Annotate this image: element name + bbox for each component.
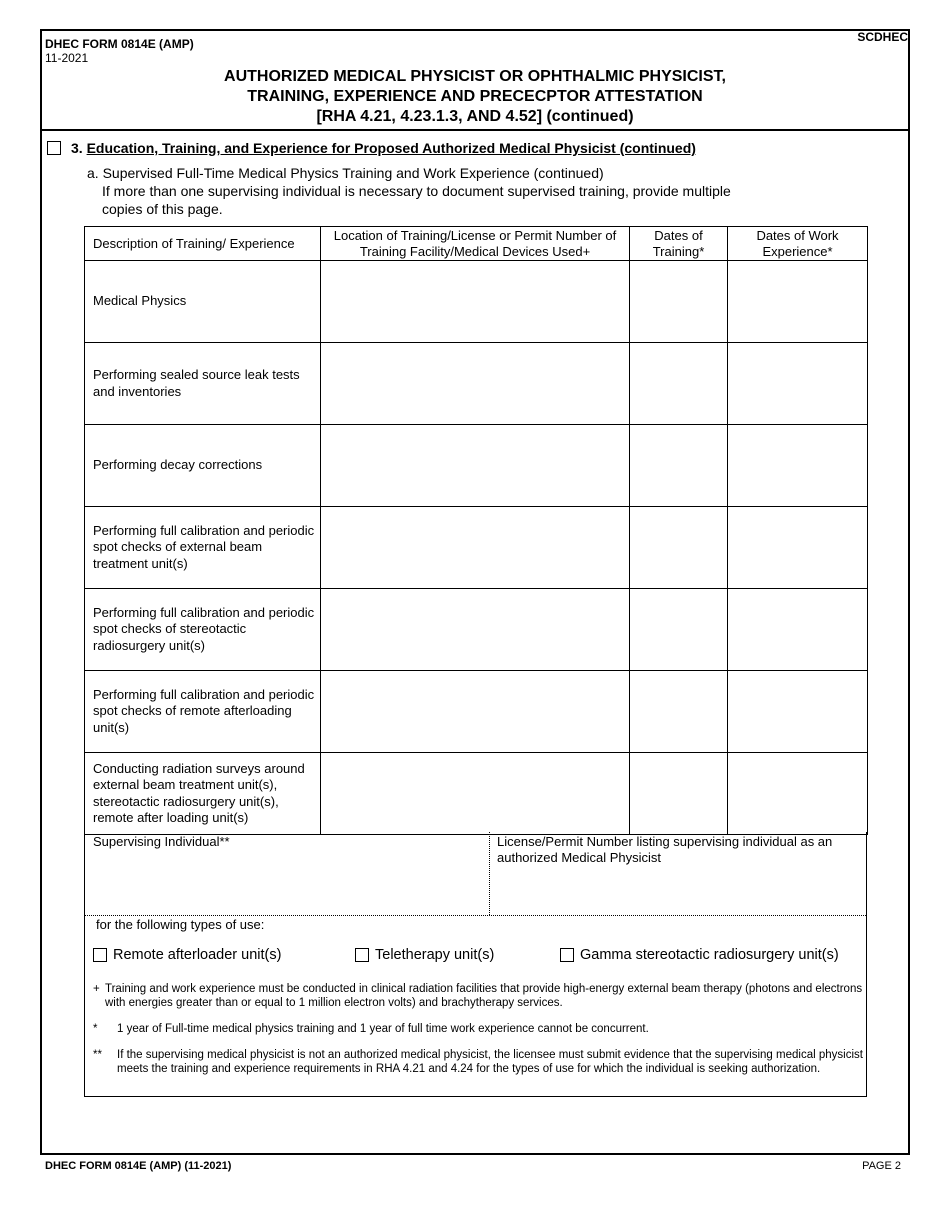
column-header-dates-training: Dates of Training*: [630, 227, 728, 261]
footnote-double-star: [93, 1048, 863, 1076]
remote-afterloader-checkbox[interactable]: [93, 948, 107, 962]
column-header-dates-work: Dates of Work Experience*: [728, 227, 868, 261]
dates-training-cell[interactable]: [630, 753, 728, 835]
form-code: DHEC FORM 0814E (AMP): [45, 37, 194, 51]
section-number: 3.: [71, 140, 83, 156]
footnote-text: 1 year of Full-time medical physics training and 1 year of full time work experience cannot be concurrent.: [117, 1023, 649, 1035]
dates-work-cell[interactable]: [728, 507, 868, 589]
form-date: 11-2021: [45, 51, 89, 65]
footnote-text: If the supervising medical physicist is not an authorized medical physicist, the licensee must submit evidence that the supervising medical physicist meets the training and experience requirements in RHA 4.21 and 4.24 for the types of use for which the individual is seeking authorization.: [117, 1049, 863, 1075]
footnote-plus: [93, 982, 863, 1010]
footnotes: [93, 982, 863, 1088]
footnote-mark: +: [93, 983, 100, 995]
section-title-text: Education, Training, and Experience for Proposed Authorized Medical Physicist (continued): [86, 140, 696, 156]
dates-work-cell[interactable]: [728, 671, 868, 753]
use-option-remote-afterloader[interactable]: [93, 947, 281, 963]
row-description: Performing full calibration and periodic spot checks of stereotactic radiosurgery unit(s): [85, 589, 321, 671]
location-cell[interactable]: [321, 589, 630, 671]
location-cell[interactable]: [321, 753, 630, 835]
use-option-label: Teletherapy unit(s): [375, 947, 495, 963]
dates-training-cell[interactable]: [630, 671, 728, 753]
dates-work-cell[interactable]: [728, 589, 868, 671]
use-option-gamma-stereotactic[interactable]: [560, 947, 839, 963]
dates-work-cell[interactable]: [728, 753, 868, 835]
table-row: [85, 261, 868, 343]
form-title: [42, 67, 908, 127]
section-3-checkbox[interactable]: [47, 141, 61, 155]
training-table: [84, 226, 868, 835]
supervising-individual-field[interactable]: Supervising Individual**: [93, 834, 230, 849]
section-3-title: [71, 140, 696, 156]
subsection-a-instruction: If more than one supervising individual is necessary to document supervised training, provide multiple: [102, 183, 731, 199]
table-row: [85, 671, 868, 753]
gamma-stereotactic-checkbox[interactable]: [560, 948, 574, 962]
footnote-star: [93, 1022, 863, 1036]
row-description: Performing full calibration and periodic spot checks of remote afterloading unit(s): [85, 671, 321, 753]
dates-training-cell[interactable]: [630, 425, 728, 507]
dates-work-cell[interactable]: [728, 261, 868, 343]
dates-training-cell[interactable]: [630, 507, 728, 589]
license-number-field[interactable]: License/Permit Number listing supervising individual as an authorized Medical Physicist: [497, 834, 833, 865]
title-line-2: TRAINING, EXPERIENCE AND PRECECPTOR ATTESTATION: [247, 88, 703, 105]
dates-work-cell[interactable]: [728, 343, 868, 425]
table-row: [85, 589, 868, 671]
footer-page-number: PAGE 2: [862, 1160, 901, 1172]
location-cell[interactable]: [321, 261, 630, 343]
teletherapy-checkbox[interactable]: [355, 948, 369, 962]
footer-form-ref: DHEC FORM 0814E (AMP) (11-2021): [45, 1160, 232, 1172]
uses-label: for the following types of use:: [96, 917, 265, 932]
row-description: Performing full calibration and periodic spot checks of external beam treatment unit(s): [85, 507, 321, 589]
location-cell[interactable]: [321, 425, 630, 507]
subsection-a: [87, 164, 847, 218]
supervisor-hline: [85, 915, 866, 916]
dates-training-cell[interactable]: [630, 261, 728, 343]
location-cell[interactable]: [321, 507, 630, 589]
section-3-header: [47, 140, 696, 156]
dates-training-cell[interactable]: [630, 343, 728, 425]
dates-training-cell[interactable]: [630, 589, 728, 671]
row-description: Performing decay corrections: [85, 425, 321, 507]
title-line-3: [RHA 4.21, 4.23.1.3, AND 4.52] (continued): [316, 108, 634, 125]
location-cell[interactable]: [321, 343, 630, 425]
supervisor-divider: [489, 832, 490, 915]
subsection-a-instruction-cont: copies of this page.: [102, 201, 223, 217]
footnote-mark: *: [93, 1023, 98, 1035]
use-option-label: Remote afterloader unit(s): [113, 947, 282, 963]
dates-work-cell[interactable]: [728, 425, 868, 507]
table-header-row: [85, 227, 868, 261]
footnote-text: Training and work experience must be conducted in clinical radiation facilities that provide high-energy external beam therapy (photons and electrons with energies greater than or equal to 1 million electron volts) and brachytherapy services.: [105, 983, 863, 1009]
subsection-a-heading: a. Supervised Full-Time Medical Physics Training and Work Experience (continued): [87, 165, 604, 181]
row-description: Medical Physics: [85, 261, 321, 343]
agency-label: SCDHEC: [857, 30, 908, 44]
table-row: [85, 343, 868, 425]
table-row: [85, 753, 868, 835]
table-row: [85, 507, 868, 589]
title-line-1: AUTHORIZED MEDICAL PHYSICIST OR OPHTHALMIC PHYSICIST,: [224, 68, 726, 85]
column-header-description: Description of Training/ Experience: [85, 227, 321, 261]
use-option-label: Gamma stereotactic radiosurgery unit(s): [580, 947, 839, 963]
footnote-mark: **: [93, 1049, 102, 1061]
use-option-teletherapy[interactable]: [355, 947, 494, 963]
column-header-location: Location of Training/License or Permit Number of Training Facility/Medical Devices Used+: [321, 227, 630, 261]
table-row: [85, 425, 868, 507]
location-cell[interactable]: [321, 671, 630, 753]
supervisor-section: [84, 832, 867, 1097]
title-divider: [40, 129, 910, 131]
row-description: Conducting radiation surveys around external beam treatment unit(s), stereotactic radiosurgery unit(s), remote after loading unit(s): [85, 753, 321, 835]
row-description: Performing sealed source leak tests and inventories: [85, 343, 321, 425]
